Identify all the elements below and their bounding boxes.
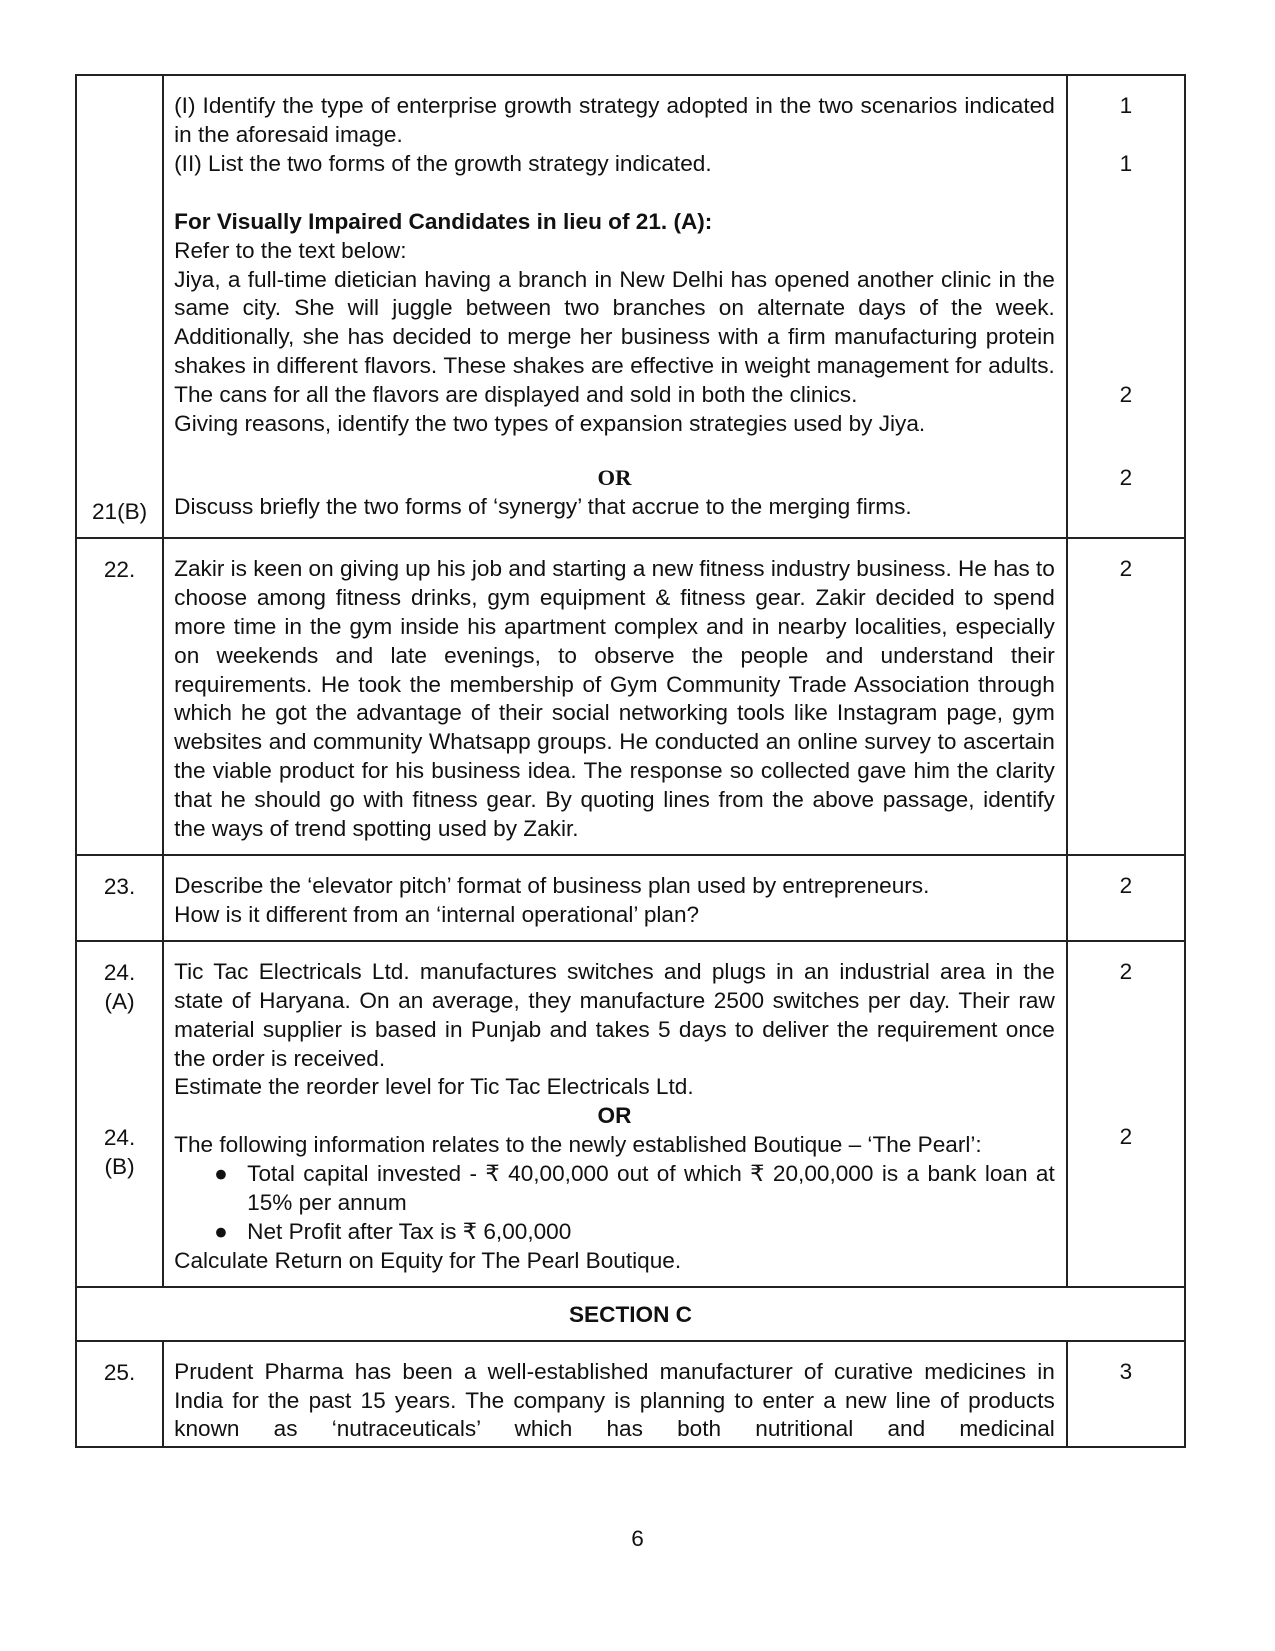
question-sub-label: (A) <box>104 988 135 1014</box>
question-number: 22. <box>76 538 163 855</box>
q21-vi-heading: For Visually Impaired Candidates in lieu of 21. (A): <box>174 208 713 234</box>
q24a-question: Estimate the reorder level for Tic Tac Electricals Ltd. <box>174 1074 694 1100</box>
marks-value: 2 <box>1119 958 1133 984</box>
bullet-icon: ● <box>214 1218 228 1244</box>
q23-line2: How is it different from an ‘internal operational’ plan? <box>174 901 700 927</box>
question-23-row <box>76 855 1185 941</box>
q24a-text: Tic Tac Electricals Ltd. manufactures switches and plugs in an industrial area in the state of Haryana. On an average, they manufacture 2500 switches per day. Their raw material supplier is based in Punjab and takes 5 days to deliver the requirement once the order is received. <box>174 958 1055 1071</box>
question-24-row <box>76 941 1185 1287</box>
list-item: ● Total capital invested - ₹ 40,00,000 out of which ₹ 20,00,000 is a bank loan at 15% per annum <box>214 1161 1055 1216</box>
section-header-row <box>76 1287 1185 1341</box>
question-25-row <box>76 1341 1185 1448</box>
question-21-row <box>76 75 1185 538</box>
marks-cell <box>1067 75 1185 538</box>
q25-text: Prudent Pharma has been a well-established manufacturer of curative medicines in India for the past 15 years. The company is planning to enter a new line of products known as ‘nutraceuticals’ which has both nutritional and medicinal <box>174 1358 1055 1442</box>
or-separator: OR <box>597 1103 632 1129</box>
q23-line1: Describe the ‘elevator pitch’ format of business plan used by entrepreneurs. <box>174 872 930 898</box>
question-table <box>75 74 1186 1448</box>
question-sub-label: (B) <box>104 1153 135 1179</box>
page-number: 6 <box>631 1526 644 1551</box>
marks-value: 2 <box>1067 855 1185 941</box>
bullet-icon: ● <box>214 1161 228 1187</box>
q24b-question: Calculate Return on Equity for The Pearl Boutique. <box>174 1247 682 1273</box>
question-number-cell <box>76 75 163 538</box>
question-number: 23. <box>76 855 163 941</box>
question-number: 24. <box>103 959 136 985</box>
question-text-cell <box>163 538 1067 855</box>
marks-value: 2 <box>1119 381 1133 407</box>
question-text-cell <box>163 855 1067 941</box>
question-number: 21(B) <box>91 499 148 524</box>
marks-cell <box>1067 941 1185 1287</box>
section-title: SECTION C <box>76 1287 1185 1341</box>
or-separator: OR <box>597 464 632 490</box>
q21-vi-refer: Refer to the text below: <box>174 237 407 263</box>
marks-value: 2 <box>1067 538 1185 855</box>
q24b-bullet-list <box>174 1160 1055 1247</box>
question-number-cell <box>76 941 163 1287</box>
q24b-intro: The following information relates to the newly established Boutique – ‘The Pearl’: <box>174 1132 982 1158</box>
marks-value: 2 <box>1119 1123 1133 1149</box>
question-text-cell <box>163 75 1067 538</box>
question-22-row <box>76 538 1185 855</box>
q21-vi-question: Giving reasons, identify the two types of expansion strategies used by Jiya. <box>174 411 926 437</box>
marks-value: 3 <box>1067 1341 1185 1448</box>
marks-value: 1 <box>1119 150 1133 176</box>
question-number: 24. <box>103 1124 136 1150</box>
question-text-cell <box>163 1341 1067 1448</box>
q21-part1: (I) Identify the type of enterprise growth strategy adopted in the two scenarios indicated in the aforesaid image. <box>174 93 1055 147</box>
q22-text: Zakir is keen on giving up his job and starting a new fitness industry business. He has to choose among fitness drinks, gym equipment & fitness gear. Zakir decided to spend more time in the gym inside his apartment complex and in nearby localities, especially on weekends and late evenings, to observe the people and understand their requirements. He took the membership of Gym Community Trade Association through which he got the advantage of their social networking tools like Instagram page, gym websites and community Whatsapp groups. He conducted an online survey to ascertain the viable product for his business idea. The response so collected gave him the clarity that he should go with fitness gear. By quoting lines from the above passage, identify the ways of trend spotting used by Zakir. <box>174 555 1055 842</box>
q21-vi-passage: Jiya, a full-time dietician having a branch in New Delhi has opened another clinic in the same city. She will juggle between two branches on alternate days of the week. Additionally, she has decided to merge her business with a firm manufacturing protein shakes in different flavors. These shakes are effective in weight management for adults. The cans for all the flavors are displayed and sold in both the clinics. <box>174 266 1055 408</box>
marks-value: 2 <box>1119 464 1133 490</box>
question-text-cell <box>163 941 1067 1287</box>
list-item: ● Net Profit after Tax is ₹ 6,00,000 <box>174 1218 1055 1247</box>
marks-value: 1 <box>1119 93 1133 118</box>
q21-part2: (II) List the two forms of the growth strategy indicated. <box>174 150 712 176</box>
question-number: 25. <box>76 1341 163 1448</box>
q21b-text: Discuss briefly the two forms of ‘synergy’ that accrue to the merging firms. <box>174 493 912 519</box>
